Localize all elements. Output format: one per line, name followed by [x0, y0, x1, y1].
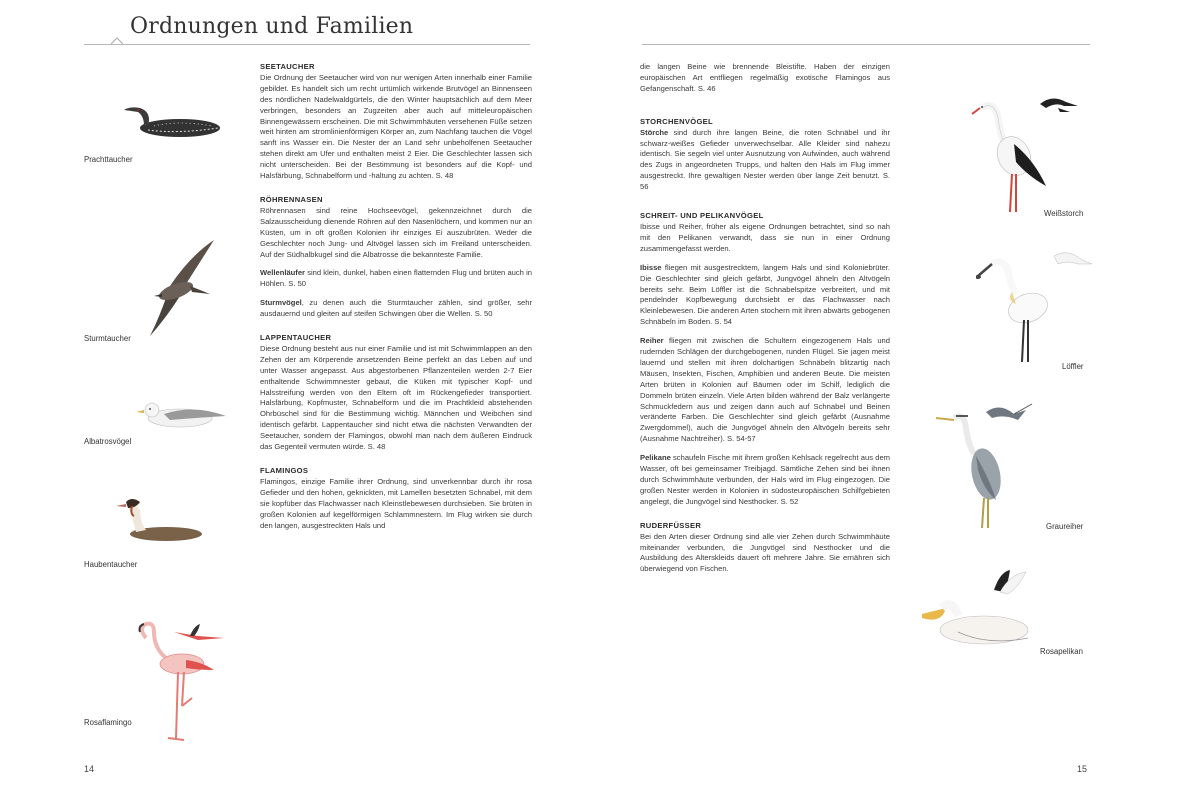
- caption-grebe: Haubentaucher: [84, 560, 138, 569]
- page-number-right: 15: [1077, 764, 1088, 774]
- bold-term: Sturmvögel: [260, 298, 302, 308]
- chapter-title: Ordnungen und Familien: [130, 14, 414, 39]
- bold-term: Wellenläufer: [260, 268, 306, 278]
- spoonbill-illustration: [976, 246, 1096, 370]
- right-text-column: [640, 62, 890, 588]
- section-paragraph: [260, 298, 532, 320]
- section-heading: RUDERFÜSSER: [640, 520, 702, 530]
- section-paragraph: [640, 128, 890, 193]
- section-schreitvoegel: [640, 211, 890, 508]
- albatross-illustration: [134, 388, 230, 436]
- caption-shearwater: Sturmtaucher: [84, 334, 131, 343]
- paragraph-text: , zu denen auch die Sturmtaucher zählen, sind größer, sehr ausdauernd und gleiten auf steifen Schwingen über die Wellen. S. 50: [260, 298, 532, 319]
- caption-pelican: Rosapelikan: [1040, 647, 1083, 656]
- section-body: Röhrennasen sind reine Hochseevögel, gekennzeichnet durch die Salzausscheidung dienende Röhren auf den Nasenlöchern, und kommen nur an Küsten, um in oft großen Kolonien ihr einziges Ei auszubrüten. Weder die Geschlechter noch Jung- und Altvögel lassen sich im Freiland unterscheiden. Auf der Südhalbkugel sind die Albatrosse die bekannteste Familie.: [260, 205, 532, 259]
- section-body: Bei den Arten dieser Ordnung sind alle vier Zehen durch Schwimmhäute miteinander verbunden, die Jungvögel sind Nesthocker und die Ausbildung des Alterskleids dauert oft mehrere Jahre. Sie ernähren sich überwiegend von Fischen.: [640, 531, 890, 574]
- title-notch-ornament: [111, 36, 123, 48]
- section-heading: SEETAUCHER: [260, 62, 315, 71]
- section-body: Diese Ordnung besteht aus nur einer Familie und ist mit Schwimmlappen an den Zehen der am Körperende ansetzenden Beine perfekt an das Leben auf und unter Wasser angepasst. Aus abgestorbenen Pflanzenteilen werden 2-7 Eier enthaltende Schwimmnester gebaut, die Küken mit typischer Kopf- und Halsstreifung werden von den Eltern oft im Rückengefieder transportiert. Halsfärbung, Kopfmuster, Schnabelform und die im Prachtkleid abstehenden Ohrbüschel sind für die Bestimmung wichtig. Männchen und Weibchen sind identisch gefärbt. Lappentaucher sind nicht etwa die nächsten Verwandten der Seetaucher, sondern der Flamingos, obwohl man nach dem äußeren Eindruck das Gegenteil vermuten würde. S. 48: [260, 343, 532, 452]
- section-storchenvoegel: [640, 117, 890, 193]
- pelican-illustration: [918, 568, 1038, 654]
- paragraph-text: sind durch ihre langen Beine, die roten Schnäbel und ihr schwarz-weißes Gefieder unverwechselbar. Alle Kleider sind nahezu identisch. Sie segeln viel unter Ausnutzung von Aufwinden, auch während des Zugs in angeordneten Trupps, und halten den Hals im Flug immer ausgestreckt. Ihre gewaltigen Nester werden über lange Zeit benutzt. S. 56: [640, 127, 890, 192]
- section-roehrennasen: [260, 195, 532, 320]
- section-lappentaucher: [260, 333, 532, 453]
- section-flamingos: [260, 466, 532, 531]
- page-number-left: 14: [84, 764, 95, 774]
- header-rule-right: [642, 44, 1090, 45]
- left-text-column: [260, 62, 532, 544]
- grebe-illustration: [110, 494, 206, 546]
- paragraph-text: fliegen mit ausgestrecktem, langem Hals und sind Koloniebrüter. Die Geschlechter sind gleich gefärbt, Jungvögel ähneln den Altvögeln bereits sehr. Beim Löffler ist die Schnabelspitze verbreitert, und mit pendelnder Kopfbewegung durchsiebt er das Flachwasser nach Kleinlebewesen. Die anderen Arten stochern mit ihren abwärts gebogenen Schnäbeln im Boden. S. 54: [640, 262, 890, 327]
- section-body: Ibisse und Reiher, früher als eigene Ordnungen betrachtet, sind so nah mit den Pelikanen verwandt, dass sie nun in einer Ordnung zusammengefasst werden.: [640, 221, 890, 253]
- caption-stork: Weißstorch: [1044, 209, 1084, 218]
- flamingo-illustration: [132, 618, 228, 746]
- stork-illustration: [970, 90, 1090, 220]
- section-heading: STORCHENVÖGEL: [640, 116, 713, 126]
- section-body: Die Ordnung der Seetaucher wird von nur wenigen Arten innerhalb einer Familie gebildet. Es handelt sich um recht urtümlich wirkende Brutvögel an Binnenseen des nördlichen Nadelwaldgürtels, die den Winter hauptsächlich auf dem Meer verbringen, besonders an Zugzeiten aber auch auf mitteleuropäischen Binnengewässern erscheinen. Die mit Schwimmhäuten versehenen Füße setzen weit hinten am stromlinienförmigen Körper an, zum Nachfang tauchen die Vögel sanft ins Wasser ein. Die Nester der an Land sehr unbeholfenen Seetaucher stehen direkt am Ufer und enthalten meist 2 Eier. Die Geschlechter lassen sich nicht unterscheiden. Bei der Bestimmung ist besonders auf die Kopf- und Halsfärbung, Schnabelform und -haltung zu achten. S. 48: [260, 72, 532, 181]
- header-rule: [84, 44, 530, 45]
- bold-term: Pelikane: [640, 453, 671, 463]
- paragraph-text: fliegen mit zwischen die Schultern eingezogenem Hals und rudernden Schlägen der durchgebogenen, runden Flügel. Sie jagen meist lauernd und stellen mit ihren dolchartigen Schnäbeln blitzartig nach Mäusen, Insekten, Fischen, Amphibien und anderen Beute. Die meisten Arten brüten in Kolonien auf Bäumen oder im Schilf, lediglich die Dommeln brüten einzeln. Viele Arten bilden während der Balz verlängerte Schmuckfedern aus und zeigen dann auch auf Schnabel und Beinen veränderte Farben. Die Geschlechter sind gleich gefärbt (Ausnahme Zwergdommel), auch die Jungvögel ähneln den Altvögeln bereits sehr (Ausnahme Nachtreiher). S. 54-57: [640, 336, 890, 444]
- paragraph-text: sind klein, dunkel, haben einen flatternden Flug und brüten auch in Höhlen. S. 50: [260, 268, 532, 289]
- section-paragraph: [640, 336, 890, 445]
- section-heading: LAPPENTAUCHER: [260, 333, 332, 343]
- caption-spoonbill: Löffler: [1062, 362, 1084, 371]
- caption-albatross: Albatrosvögel: [84, 437, 132, 446]
- section-paragraph: [640, 453, 890, 508]
- heron-illustration: [930, 400, 1050, 534]
- section-body: Flamingos, einzige Familie ihrer Ordnung, sind unverkennbar durch ihr rosa Gefieder und den hohen, geknickten, mit Lamellen besetzten Schnabel, mit dem sie kopfüber das Flachwasser nach Kleinstlebewesen durchsieben. Sie brüten in großen Kolonien auf kegelförmigen Schlammnestern. Im Flug wirken sie durch den langen, ausgestreckten Hals und: [260, 476, 532, 530]
- section-heading: RÖHRENNASEN: [260, 194, 323, 204]
- section-paragraph: [260, 268, 532, 290]
- continued-paragraph: die langen Beine wie brennende Bleistifte. Haben der einzigen europäischen Art entfliegen regelmäßig exotische Flamingos aus Gefangenschaft. S. 46: [640, 62, 890, 93]
- caption-flamingo: Rosaflamingo: [84, 718, 132, 727]
- bold-term: Ibisse: [640, 262, 662, 272]
- section-heading: FLAMINGOS: [260, 466, 309, 475]
- loon-illustration: [118, 96, 226, 144]
- caption-heron: Graureiher: [1046, 522, 1084, 531]
- section-heading: SCHREIT- UND PELIKANVÖGEL: [640, 211, 764, 221]
- paragraph-text: schaufeln Fische mit ihrem großen Kehlsack regelrecht aus dem Wasser, oft bei gemeinsamer Treibjagd. Sämtliche Zehen sind bei ihnen durch Schwimmhäute verbunden, der Hals wird im Flug eingezogen. Die großen Nester werden in Kolonien in südosteuropäischen Schilfgebieten angelegt, die Jungvögel sind Nesthocker. S. 52: [640, 453, 890, 506]
- caption-loon: Prachttaucher: [84, 155, 133, 164]
- bold-term: Störche: [640, 127, 669, 137]
- right-page: [600, 0, 1200, 800]
- bold-term: Reiher: [640, 336, 664, 346]
- section-seetaucher: [260, 62, 532, 182]
- section-ruderfuesser: [640, 521, 890, 576]
- section-paragraph: [640, 263, 890, 328]
- shearwater-illustration: [140, 236, 220, 340]
